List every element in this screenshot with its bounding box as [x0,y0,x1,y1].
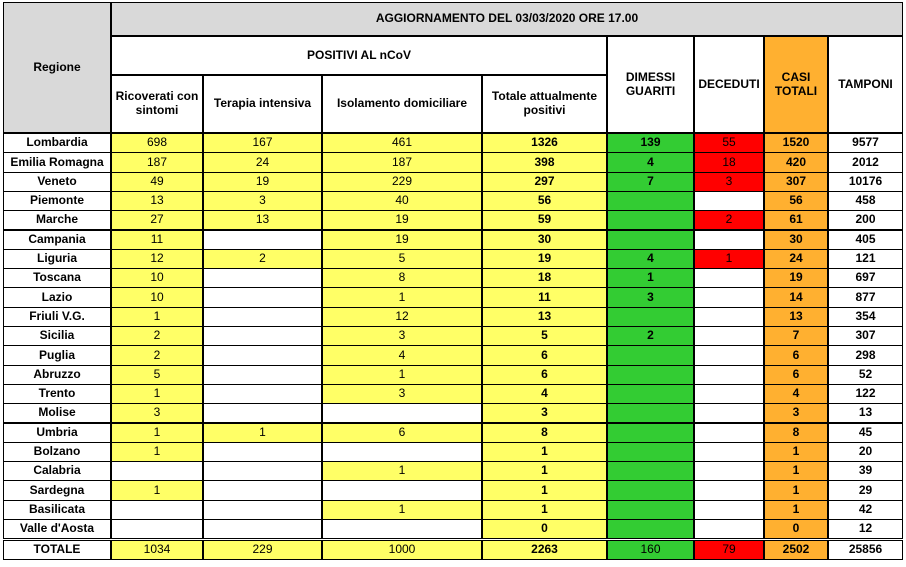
table-cell-casi: 6 [764,345,828,365]
table-cell-casi: 1 [764,500,828,520]
table-cell-casi: 13 [764,307,828,327]
table-cell-dimessi [607,500,694,520]
table-cell-dimessi [607,403,694,423]
table-cell-dimessi: 1 [607,268,694,288]
table-cell-ricoverati: 1 [111,307,203,327]
table-cell-deceduti [694,384,764,404]
table-cell-tamponi: 13 [828,403,903,423]
table-cell-deceduti [694,287,764,307]
table-cell-terapia [203,230,322,250]
table-cell-isolamento: 3 [322,384,482,404]
table-cell-totale: 18 [482,268,607,288]
table-cell-totale: 6 [482,365,607,385]
table-cell-ricoverati: 27 [111,210,203,230]
table-cell-dimessi: 4 [607,249,694,269]
header-deceduti: DECEDUTI [694,36,764,133]
table-cell-terapia: 13 [203,210,322,230]
table-cell-casi: 1 [764,442,828,462]
table-cell-totale: 56 [482,191,607,211]
table-cell-regione: Umbria [3,423,111,443]
header-ricoverati: Ricoverati con sintomi [111,75,203,133]
table-cell-ricoverati: 1 [111,480,203,500]
table-cell-deceduti: 18 [694,152,764,172]
table-cell-casi: 8 [764,423,828,443]
table-cell-ricoverati: 2 [111,345,203,365]
table-cell-tamponi: 29 [828,480,903,500]
table-cell-regione: Calabria [3,461,111,481]
table-cell-regione: Marche [3,210,111,230]
table-cell-dimessi [607,365,694,385]
total-cell-totale: 2263 [482,540,607,560]
table-cell-casi: 1 [764,480,828,500]
table-cell-dimessi: 3 [607,287,694,307]
table-cell-dimessi [607,480,694,500]
table-cell-tamponi: 39 [828,461,903,481]
table-cell-terapia: 24 [203,152,322,172]
table-cell-tamponi: 307 [828,326,903,346]
table-cell-terapia [203,461,322,481]
header-dimessi: DIMESSI GUARITI [607,36,694,133]
table-cell-isolamento: 229 [322,172,482,192]
total-cell-tamponi: 25856 [828,540,903,560]
table-cell-regione: Sardegna [3,480,111,500]
table-cell-regione: Lazio [3,287,111,307]
total-cell-terapia: 229 [203,540,322,560]
header-regione: Regione [3,2,111,133]
title-header: AGGIORNAMENTO DEL 03/03/2020 ORE 17.00 [111,2,903,36]
total-cell-deceduti: 79 [694,540,764,560]
table-cell-casi: 24 [764,249,828,269]
table-cell-totale: 5 [482,326,607,346]
table-cell-ricoverati: 1 [111,423,203,443]
table-cell-casi: 19 [764,268,828,288]
table-cell-isolamento [322,442,482,462]
table-cell-totale: 1 [482,500,607,520]
table-cell-terapia: 3 [203,191,322,211]
header-isolamento: Isolamento domiciliare [322,75,482,133]
table-cell-isolamento: 19 [322,230,482,250]
table-cell-terapia [203,345,322,365]
table-cell-ricoverati: 698 [111,133,203,153]
table-cell-terapia [203,268,322,288]
table-cell-terapia [203,384,322,404]
table-cell-totale: 1326 [482,133,607,153]
table-cell-tamponi: 458 [828,191,903,211]
table-cell-terapia [203,500,322,520]
table-cell-tamponi: 122 [828,384,903,404]
table-cell-dimessi: 7 [607,172,694,192]
table-cell-tamponi: 10176 [828,172,903,192]
table-cell-casi: 7 [764,326,828,346]
table-cell-deceduti: 1 [694,249,764,269]
table-cell-tamponi: 200 [828,210,903,230]
table-cell-deceduti [694,423,764,443]
table-cell-casi: 56 [764,191,828,211]
table-cell-terapia [203,480,322,500]
table-cell-ricoverati [111,519,203,539]
table-cell-dimessi [607,519,694,539]
table-cell-totale: 19 [482,249,607,269]
table-cell-casi: 14 [764,287,828,307]
table-cell-ricoverati: 49 [111,172,203,192]
table-cell-tamponi: 52 [828,365,903,385]
table-cell-totale: 13 [482,307,607,327]
table-cell-regione: Piemonte [3,191,111,211]
table-cell-dimessi [607,230,694,250]
table-cell-isolamento: 1 [322,461,482,481]
table-cell-terapia [203,287,322,307]
table-cell-terapia [203,365,322,385]
table-cell-ricoverati: 11 [111,230,203,250]
table-cell-deceduti [694,307,764,327]
table-cell-totale: 11 [482,287,607,307]
table-cell-terapia [203,519,322,539]
table-cell-tamponi: 2012 [828,152,903,172]
table-cell-isolamento: 1 [322,500,482,520]
table-cell-ricoverati: 10 [111,287,203,307]
table-cell-totale: 8 [482,423,607,443]
table-cell-totale: 30 [482,230,607,250]
header-tamponi: TAMPONI [828,36,903,133]
table-cell-isolamento: 4 [322,345,482,365]
table-cell-regione: Toscana [3,268,111,288]
table-cell-ricoverati: 187 [111,152,203,172]
table-cell-casi: 307 [764,172,828,192]
table-cell-totale: 398 [482,152,607,172]
table-cell-deceduti [694,191,764,211]
table-cell-terapia: 1 [203,423,322,443]
table-cell-isolamento: 187 [322,152,482,172]
table-cell-casi: 420 [764,152,828,172]
table-cell-terapia [203,442,322,462]
table-cell-ricoverati: 2 [111,326,203,346]
table-cell-deceduti: 55 [694,133,764,153]
table-cell-isolamento: 19 [322,210,482,230]
table-cell-deceduti [694,268,764,288]
table-cell-isolamento: 6 [322,423,482,443]
table-cell-regione: Valle d'Aosta [3,519,111,539]
header-positivi-group: POSITIVI AL nCoV [111,36,607,75]
table-cell-casi: 0 [764,519,828,539]
table-cell-casi: 61 [764,210,828,230]
table-cell-dimessi [607,210,694,230]
table-cell-totale: 59 [482,210,607,230]
total-cell-regione: TOTALE [3,540,111,560]
table-cell-dimessi: 4 [607,152,694,172]
table-cell-tamponi: 405 [828,230,903,250]
table-cell-casi: 4 [764,384,828,404]
table-cell-isolamento: 5 [322,249,482,269]
table-cell-deceduti [694,519,764,539]
total-cell-dimessi: 160 [607,540,694,560]
table-cell-dimessi: 139 [607,133,694,153]
table-cell-ricoverati: 10 [111,268,203,288]
table-cell-dimessi [607,461,694,481]
table-cell-ricoverati [111,461,203,481]
table-cell-totale: 6 [482,345,607,365]
table-cell-tamponi: 12 [828,519,903,539]
table-cell-isolamento [322,519,482,539]
table-cell-regione: Liguria [3,249,111,269]
table-cell-regione: Sicilia [3,326,111,346]
header-totale-positivi: Totale attualmente positivi [482,75,607,133]
table-cell-terapia: 167 [203,133,322,153]
table-cell-ricoverati [111,500,203,520]
table-cell-regione: Puglia [3,345,111,365]
total-cell-isolamento: 1000 [322,540,482,560]
table-cell-tamponi: 42 [828,500,903,520]
table-cell-isolamento: 12 [322,307,482,327]
table-cell-dimessi [607,191,694,211]
table-cell-totale: 3 [482,403,607,423]
table-cell-deceduti [694,345,764,365]
table-cell-dimessi [607,345,694,365]
table-cell-dimessi: 2 [607,326,694,346]
table-cell-regione: Veneto [3,172,111,192]
table-cell-terapia: 19 [203,172,322,192]
table-cell-isolamento [322,403,482,423]
header-terapia: Terapia intensiva [203,75,322,133]
table-cell-isolamento: 40 [322,191,482,211]
table-cell-deceduti [694,230,764,250]
table-cell-dimessi [607,307,694,327]
table-cell-totale: 1 [482,480,607,500]
table-cell-dimessi [607,423,694,443]
table-cell-deceduti [694,403,764,423]
table-cell-deceduti [694,326,764,346]
table-cell-isolamento: 1 [322,365,482,385]
table-cell-tamponi: 697 [828,268,903,288]
table-cell-regione: Campania [3,230,111,250]
table-cell-totale: 4 [482,384,607,404]
table-cell-casi: 6 [764,365,828,385]
table-cell-isolamento [322,480,482,500]
table-cell-totale: 1 [482,442,607,462]
table-cell-isolamento: 461 [322,133,482,153]
table-cell-regione: Lombardia [3,133,111,153]
table-cell-ricoverati: 5 [111,365,203,385]
table-cell-ricoverati: 12 [111,249,203,269]
table-cell-isolamento: 3 [322,326,482,346]
table-cell-regione: Friuli V.G. [3,307,111,327]
table-cell-deceduti: 2 [694,210,764,230]
table-cell-deceduti [694,461,764,481]
header-casi: CASI TOTALI [764,36,828,133]
table-cell-tamponi: 121 [828,249,903,269]
table-cell-dimessi [607,442,694,462]
table-cell-regione: Basilicata [3,500,111,520]
table-cell-isolamento: 8 [322,268,482,288]
table-cell-regione: Abruzzo [3,365,111,385]
table-cell-tamponi: 20 [828,442,903,462]
table-cell-terapia: 2 [203,249,322,269]
table-cell-deceduti [694,365,764,385]
table-cell-deceduti [694,442,764,462]
table-cell-regione: Trento [3,384,111,404]
total-cell-ricoverati: 1034 [111,540,203,560]
total-cell-casi: 2502 [764,540,828,560]
table-cell-ricoverati: 3 [111,403,203,423]
table-cell-tamponi: 45 [828,423,903,443]
table-cell-totale: 297 [482,172,607,192]
table-cell-regione: Molise [3,403,111,423]
table-cell-totale: 0 [482,519,607,539]
table-cell-tamponi: 298 [828,345,903,365]
table-cell-isolamento: 1 [322,287,482,307]
table-cell-casi: 30 [764,230,828,250]
table-cell-deceduti [694,500,764,520]
table-cell-terapia [203,307,322,327]
table-cell-ricoverati: 13 [111,191,203,211]
table-cell-deceduti: 3 [694,172,764,192]
table-cell-ricoverati: 1 [111,384,203,404]
table-cell-casi: 1520 [764,133,828,153]
table-cell-regione: Bolzano [3,442,111,462]
table-cell-ricoverati: 1 [111,442,203,462]
table-cell-dimessi [607,384,694,404]
table-cell-casi: 3 [764,403,828,423]
table-cell-casi: 1 [764,461,828,481]
table-cell-deceduti [694,480,764,500]
table-cell-terapia [203,326,322,346]
table-cell-totale: 1 [482,461,607,481]
table-cell-tamponi: 9577 [828,133,903,153]
table-cell-tamponi: 877 [828,287,903,307]
table-cell-regione: Emilia Romagna [3,152,111,172]
table-cell-tamponi: 354 [828,307,903,327]
table-cell-terapia [203,403,322,423]
